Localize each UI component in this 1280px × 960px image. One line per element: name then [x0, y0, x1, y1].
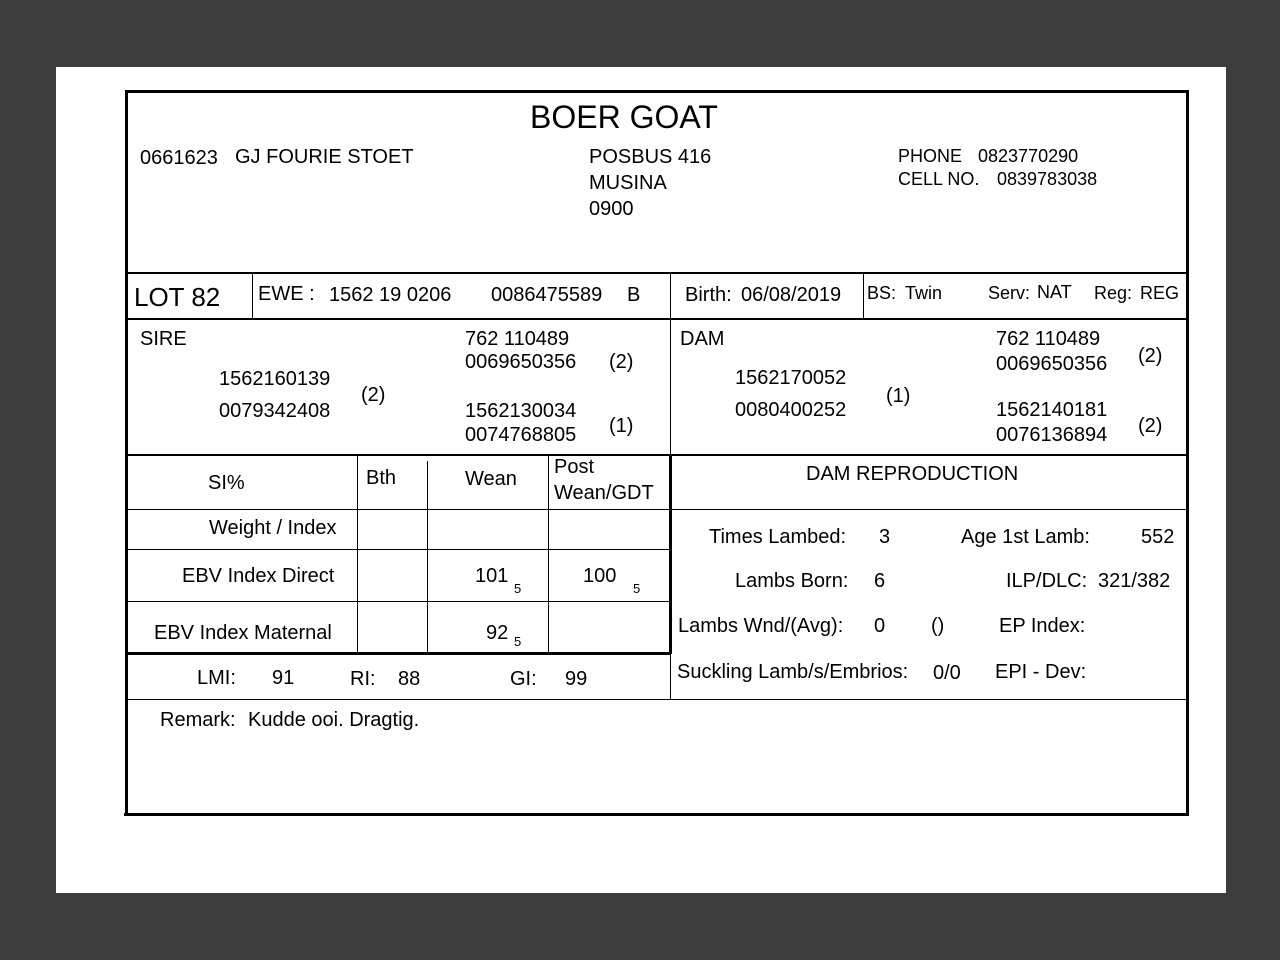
si-row-wean-sub: 5	[514, 634, 522, 649]
si-col-line-1	[357, 456, 358, 653]
si-row-wean-sub: 5	[514, 581, 522, 596]
si-col-line-2	[427, 461, 428, 653]
ep-index-label: EP Index:	[999, 615, 1086, 637]
serv-value: NAT	[1037, 282, 1072, 302]
breeder-code: 0661623	[140, 147, 218, 169]
lambs-weaned-avg: ()	[931, 615, 945, 637]
border-right	[1186, 90, 1189, 816]
sire-sire-line-2: 0069650356	[465, 351, 577, 373]
sire-sire-count: (2)	[609, 351, 634, 373]
si-header-post: Post	[554, 456, 595, 478]
phone-label: PHONE	[898, 146, 963, 166]
dam-id-2: 0080400252	[735, 399, 847, 421]
lot-divider-3	[863, 272, 864, 319]
cell-number: 0839783038	[997, 169, 1098, 189]
ri-value: 88	[398, 668, 421, 690]
bs-label: BS:	[867, 283, 897, 303]
lot-divider-1	[252, 272, 253, 319]
ewe-number: 0086475589	[491, 284, 603, 306]
border-bottom	[124, 813, 1189, 816]
border-top	[125, 90, 1189, 93]
si-col-line-3	[548, 456, 549, 653]
si-row-post-sub: 5	[633, 581, 641, 596]
lot-number: LOT 82	[134, 282, 221, 312]
epi-dev-label: EPI - Dev:	[995, 661, 1087, 683]
cell-label: CELL NO.	[898, 169, 980, 189]
dam-dam-count: (2)	[1138, 415, 1163, 437]
sire-id-2: 0079342408	[219, 400, 331, 422]
breeder-name: GJ FOURIE STOET	[235, 146, 414, 168]
page-title: BOER GOAT	[530, 99, 718, 135]
suckling-label: Suckling Lamb/s/Embrios:	[677, 661, 909, 683]
ewe-label: EWE :	[258, 283, 315, 305]
sire-dam-count: (1)	[609, 415, 634, 437]
address-line-1: POSBUS 416	[589, 146, 712, 168]
remark-label: Remark:	[160, 709, 236, 731]
gi-label: GI:	[510, 668, 537, 690]
remark-text: Kudde ooi. Dragtig.	[248, 709, 420, 731]
sire-dam-line-2: 0074768805	[465, 424, 577, 446]
si-row-line-2	[127, 601, 670, 602]
serv-label: Serv:	[988, 283, 1031, 303]
suckling-value: 0/0	[933, 662, 961, 684]
repro-left-line	[670, 653, 671, 700]
si-header-wean-gdt: Wean/GDT	[554, 482, 654, 504]
lambs-born-value: 6	[874, 570, 886, 592]
ilp-dlc-label: ILP/DLC:	[1006, 570, 1088, 592]
lot-row-top-line	[125, 272, 1187, 274]
border-left	[125, 90, 128, 816]
dam-sire-count: (2)	[1138, 345, 1163, 367]
lambs-born-label: Lambs Born:	[735, 570, 849, 592]
si-row-label: EBV Index Direct	[182, 565, 335, 587]
sire-dam-line-1: 1562130034	[465, 400, 577, 422]
sire-id-1: 1562160139	[219, 368, 331, 390]
times-lambed-value: 3	[879, 526, 891, 548]
ri-label: RI:	[350, 668, 376, 690]
dam-label: DAM	[680, 328, 725, 350]
dam-sire-line-2: 0069650356	[996, 353, 1108, 375]
si-table-header-bottom	[127, 509, 1187, 510]
si-row-label: Weight / Index	[209, 517, 337, 539]
si-row-label: EBV Index Maternal	[154, 622, 332, 644]
si-table-top-line	[125, 454, 1187, 456]
dam-id-1: 1562170052	[735, 367, 847, 389]
pedigree-divider	[670, 319, 671, 454]
sire-count: (2)	[361, 384, 386, 406]
lot-divider-2	[670, 272, 671, 319]
age-first-lamb-value: 552	[1141, 526, 1175, 548]
si-col-line-right	[669, 456, 672, 654]
index-row-bottom-line	[127, 699, 1187, 700]
reg-label: Reg:	[1094, 283, 1133, 303]
dam-dam-line-2: 0076136894	[996, 424, 1108, 446]
reg-value: REG	[1140, 283, 1180, 303]
si-header-bth: Bth	[366, 467, 397, 489]
si-table-bottom-line	[127, 652, 670, 655]
lambs-weaned-value: 0	[874, 615, 886, 637]
ewe-grade: B	[627, 284, 641, 306]
birth-date: 06/08/2019	[741, 284, 842, 306]
lmi-label: LMI:	[197, 667, 236, 689]
si-row-post: 100	[583, 565, 617, 587]
phone-number: 0823770290	[978, 146, 1079, 166]
sire-sire-line-1: 762 110489	[465, 328, 570, 350]
dam-dam-line-1: 1562140181	[996, 399, 1108, 421]
ewe-id: 1562 19 0206	[329, 284, 452, 306]
times-lambed-label: Times Lambed:	[709, 526, 847, 548]
lot-row-bottom-line	[125, 318, 1187, 320]
birth-label: Birth:	[685, 284, 732, 306]
si-row-wean: 92	[486, 622, 509, 644]
si-header-wean: Wean	[465, 468, 517, 490]
age-first-lamb-label: Age 1st Lamb:	[961, 526, 1090, 548]
dam-sire-line-1: 762 110489	[996, 328, 1101, 350]
sire-label: SIRE	[140, 328, 187, 350]
lmi-value: 91	[272, 667, 295, 689]
si-row-wean: 101	[475, 565, 509, 587]
address-line-2: MUSINA	[589, 172, 667, 194]
gi-value: 99	[565, 668, 588, 690]
dam-count: (1)	[886, 385, 911, 407]
si-corner-label: SI%	[208, 472, 245, 494]
address-line-3: 0900	[589, 198, 634, 220]
dam-reproduction-title: DAM REPRODUCTION	[806, 463, 1019, 485]
bs-value: Twin	[905, 283, 943, 303]
lambs-weaned-label: Lambs Wnd/(Avg):	[678, 615, 844, 637]
ilp-dlc-value: 321/382	[1098, 570, 1171, 592]
si-row-line-1	[127, 549, 670, 550]
